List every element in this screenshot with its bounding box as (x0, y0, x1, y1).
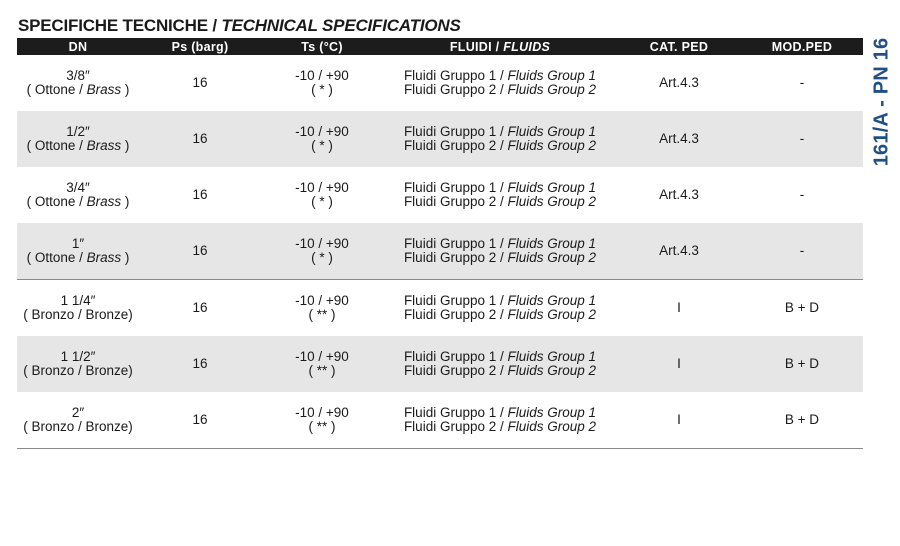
fluids-group-1-en: Fluids Group 1 (507, 67, 597, 83)
cell-ps: 16 (192, 299, 208, 315)
cell-dn (17, 55, 139, 111)
header-dn: DN (17, 38, 139, 55)
page-title (18, 16, 461, 36)
cell-cat-ped: I (677, 299, 681, 315)
cell-mod-ped: - (799, 186, 805, 202)
ts-range: -10 / +90 (295, 292, 349, 308)
fluids-group-2 (383, 308, 617, 323)
fluids-group-2-it: Fluidi Gruppo 2 / (403, 194, 508, 209)
dn-material (17, 83, 139, 98)
cell-dn (17, 336, 139, 392)
dn-size: 3/4″ (66, 179, 90, 195)
material-en: Brass (86, 250, 122, 265)
fluids-group-1-it: Fluidi Gruppo 1 / (403, 235, 508, 251)
fluids-group-1 (383, 237, 617, 252)
fluids-group-2 (383, 420, 617, 435)
fluids-group-2-it: Fluidi Gruppo 2 / (403, 138, 508, 153)
table-row (17, 392, 863, 449)
title-italian: SPECIFICHE TECNICHE / (18, 16, 222, 35)
cell-cat-ped: Art.4.3 (617, 223, 741, 280)
dn-size: 1/2″ (66, 123, 90, 139)
specifications-table (17, 38, 863, 449)
table-row (17, 223, 863, 280)
cell-ps: 16 (192, 186, 208, 202)
cell-mod-ped: - (741, 111, 863, 167)
table-header-row (17, 38, 863, 55)
fluids-group-1 (383, 69, 617, 84)
fluids-group-2-en: Fluids Group 2 (507, 307, 597, 322)
ts-note: ( * ) (311, 194, 333, 209)
dn-material (17, 139, 139, 154)
fluids-group-2-it: Fluidi Gruppo 2 / (403, 363, 508, 378)
ts-range: -10 / +90 (295, 179, 349, 195)
fluids-group-2 (383, 364, 617, 379)
dn-material: ( Bronzo / Bronze) (23, 363, 133, 378)
dn-material: ( Bronzo / Bronze) (23, 419, 133, 434)
cell-dn (17, 280, 139, 337)
cell-fluids (383, 223, 617, 280)
material-en: Brass (86, 82, 122, 97)
cell-dn (17, 167, 139, 223)
cell-ts (261, 111, 383, 167)
cell-cat-ped: Art.4.3 (659, 74, 699, 90)
cell-ts (261, 280, 383, 337)
fluids-group-1-en: Fluids Group 1 (507, 179, 597, 195)
cell-ps: 16 (192, 74, 208, 90)
cell-ts (261, 167, 383, 223)
fluids-group-2-en: Fluids Group 2 (507, 82, 597, 97)
fluids-group-1-it: Fluidi Gruppo 1 / (403, 67, 508, 83)
fluids-group-2-en: Fluids Group 2 (507, 419, 597, 434)
ts-range: -10 / +90 (295, 123, 349, 139)
table-row (17, 111, 863, 167)
fluids-group-1 (383, 350, 617, 365)
header-ps: Ps (barg) (139, 38, 261, 55)
cell-cat-ped: Art.4.3 (659, 186, 699, 202)
fluids-group-2-en: Fluids Group 2 (507, 194, 597, 209)
ts-note: ( * ) (311, 250, 333, 265)
fluids-group-2 (383, 83, 617, 98)
fluids-group-1-it: Fluidi Gruppo 1 / (403, 404, 508, 420)
cell-cat-ped: I (617, 392, 741, 449)
fluids-group-2 (383, 139, 617, 154)
table-row (17, 167, 863, 223)
fluids-group-2-it: Fluidi Gruppo 2 / (403, 419, 508, 434)
dn-size: 1 1/2″ (60, 348, 96, 364)
title-english: TECHNICAL SPECIFICATIONS (221, 16, 461, 35)
cell-fluids (383, 392, 617, 449)
fluids-group-2-en: Fluids Group 2 (507, 250, 597, 265)
cell-ts (261, 336, 383, 392)
ts-range: -10 / +90 (295, 404, 349, 420)
fluids-group-1 (383, 125, 617, 140)
cell-ts (261, 55, 383, 111)
fluids-group-2-it: Fluidi Gruppo 2 / (403, 82, 508, 97)
material-close: ) (121, 138, 130, 153)
fluids-group-1-it: Fluidi Gruppo 1 / (403, 348, 508, 364)
header-cat-ped: CAT. PED (617, 38, 741, 55)
cell-ps: 16 (139, 336, 261, 392)
dn-material: ( Bronzo / Bronze) (23, 307, 133, 322)
cell-ps: 16 (139, 223, 261, 280)
cell-ps: 16 (139, 111, 261, 167)
material-close: ) (121, 194, 130, 209)
cell-ts (261, 392, 383, 449)
material-it: ( Ottone / (26, 250, 87, 265)
cell-mod-ped: B + D (741, 336, 863, 392)
dn-material (17, 251, 139, 266)
fluids-group-2-en: Fluids Group 2 (507, 363, 597, 378)
header-mod-ped: MOD.PED (741, 38, 863, 55)
cell-fluids (383, 55, 617, 111)
material-en: Brass (86, 138, 122, 153)
cell-dn (17, 392, 139, 449)
ts-note: ( ** ) (308, 307, 336, 322)
cell-mod-ped: B + D (741, 392, 863, 449)
ts-note: ( * ) (311, 138, 333, 153)
ts-note: ( ** ) (308, 363, 336, 378)
dn-size: 1 1/4″ (60, 292, 96, 308)
material-it: ( Ottone / (26, 82, 87, 97)
fluids-group-1-en: Fluids Group 1 (507, 235, 597, 251)
cell-fluids (383, 167, 617, 223)
material-en: Brass (86, 194, 122, 209)
fluids-group-2-it: Fluidi Gruppo 2 / (403, 307, 508, 322)
cell-fluids (383, 280, 617, 337)
side-product-label-text: 161/A - PN 16 (870, 37, 893, 167)
fluids-group-1-en: Fluids Group 1 (507, 348, 597, 364)
header-ts: Ts (°C) (261, 38, 383, 55)
dn-size: 2″ (71, 404, 85, 420)
fluids-group-1-it: Fluidi Gruppo 1 / (403, 292, 508, 308)
cell-mod-ped: B + D (784, 299, 820, 315)
fluids-group-1 (383, 181, 617, 196)
fluids-group-2 (383, 195, 617, 210)
cell-cat-ped: Art.4.3 (617, 111, 741, 167)
fluids-group-1-en: Fluids Group 1 (507, 404, 597, 420)
fluids-group-1 (383, 406, 617, 421)
dn-material (17, 195, 139, 210)
ts-range: -10 / +90 (295, 348, 349, 364)
table-row (17, 55, 863, 111)
table-row (17, 336, 863, 392)
header-fluids (383, 38, 617, 55)
header-fluids-en: FLUIDS (503, 39, 551, 54)
ts-note: ( * ) (311, 82, 333, 97)
cell-ts (261, 223, 383, 280)
fluids-group-2 (383, 251, 617, 266)
fluids-group-1 (383, 294, 617, 309)
material-close: ) (121, 82, 130, 97)
fluids-group-2-it: Fluidi Gruppo 2 / (403, 250, 508, 265)
fluids-group-1-en: Fluids Group 1 (507, 292, 597, 308)
material-it: ( Ottone / (26, 138, 87, 153)
table-row (17, 280, 863, 337)
dn-size: 1″ (71, 235, 85, 251)
fluids-group-1-it: Fluidi Gruppo 1 / (403, 179, 508, 195)
fluids-group-2-en: Fluids Group 2 (507, 138, 597, 153)
fluids-group-1-en: Fluids Group 1 (507, 123, 597, 139)
cell-mod-ped: - (799, 74, 805, 90)
side-product-label (864, 38, 900, 166)
cell-ps: 16 (139, 392, 261, 449)
material-close: ) (121, 250, 130, 265)
material-it: ( Ottone / (26, 194, 87, 209)
cell-cat-ped: I (617, 336, 741, 392)
ts-range: -10 / +90 (295, 67, 349, 83)
header-fluids-it: FLUIDI / (449, 39, 504, 54)
cell-fluids (383, 336, 617, 392)
cell-dn (17, 223, 139, 280)
cell-mod-ped: - (741, 223, 863, 280)
cell-dn (17, 111, 139, 167)
fluids-group-1-it: Fluidi Gruppo 1 / (403, 123, 508, 139)
ts-note: ( ** ) (308, 419, 336, 434)
ts-range: -10 / +90 (295, 235, 349, 251)
cell-fluids (383, 111, 617, 167)
dn-size: 3/8″ (66, 67, 90, 83)
